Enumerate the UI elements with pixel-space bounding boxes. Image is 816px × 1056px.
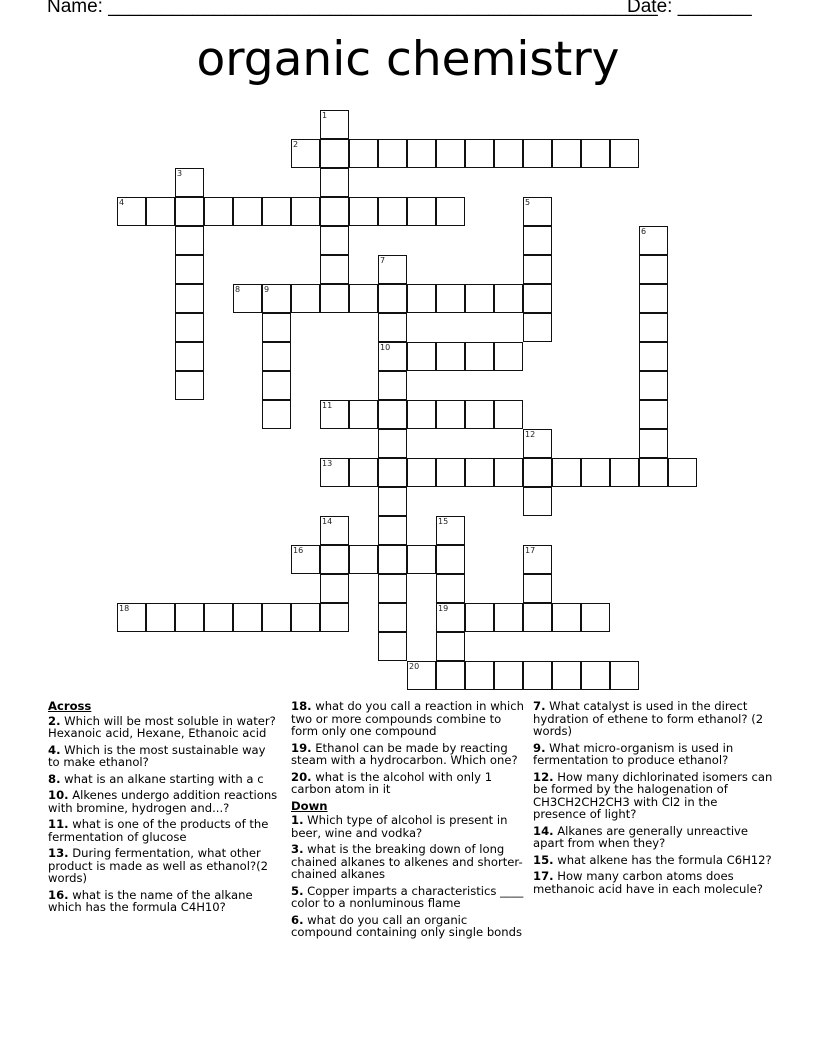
- clue-down-1: 1. Which type of alcohol is present in beer, wine and vodka?: [291, 813, 508, 840]
- grid-cell[interactable]: [407, 545, 436, 574]
- grid-cell[interactable]: [436, 661, 465, 690]
- grid-cell[interactable]: [320, 139, 349, 168]
- grid-cell[interactable]: [523, 197, 552, 226]
- grid-cell[interactable]: [465, 284, 494, 313]
- grid-cell[interactable]: [175, 226, 204, 255]
- clue-number: 20: [409, 662, 420, 671]
- grid-cell[interactable]: [552, 458, 581, 487]
- grid-cell[interactable]: [465, 139, 494, 168]
- grid-cell[interactable]: [204, 197, 233, 226]
- grid-cell[interactable]: [175, 284, 204, 313]
- grid-cell[interactable]: [320, 110, 349, 139]
- clue-number: 8: [235, 285, 241, 294]
- grid-cell[interactable]: [668, 458, 697, 487]
- grid-cell[interactable]: [320, 603, 349, 632]
- down-heading: Down: [291, 798, 328, 813]
- grid-cell[interactable]: [465, 458, 494, 487]
- grid-cell[interactable]: [523, 545, 552, 574]
- grid-cell[interactable]: [320, 516, 349, 545]
- grid-cell[interactable]: [117, 603, 146, 632]
- grid-cell[interactable]: [436, 139, 465, 168]
- clue-number: 6: [641, 227, 647, 236]
- grid-cell[interactable]: [320, 284, 349, 313]
- grid-cell[interactable]: [465, 400, 494, 429]
- grid-cell[interactable]: [378, 342, 407, 371]
- grid-cell[interactable]: [117, 197, 146, 226]
- grid-cell[interactable]: [291, 139, 320, 168]
- grid-cell[interactable]: [523, 661, 552, 690]
- clue-number: 13: [322, 459, 333, 468]
- clue-across-13: 13. During fermentation, what other product is made as well as ethanol?(2 words): [48, 846, 269, 885]
- grid-cell[interactable]: [291, 284, 320, 313]
- grid-cell[interactable]: [407, 284, 436, 313]
- grid-cell[interactable]: [465, 603, 494, 632]
- grid-cell[interactable]: [523, 255, 552, 284]
- grid-cell[interactable]: [146, 603, 175, 632]
- grid-cell[interactable]: [378, 371, 407, 400]
- grid-cell[interactable]: [523, 429, 552, 458]
- clue-number: 4: [119, 198, 125, 207]
- grid-cell[interactable]: [523, 458, 552, 487]
- grid-cell[interactable]: [407, 197, 436, 226]
- grid-cell[interactable]: [291, 545, 320, 574]
- grid-cell[interactable]: [233, 603, 262, 632]
- grid-cell[interactable]: [349, 400, 378, 429]
- grid-cell[interactable]: [233, 284, 262, 313]
- clue-across-18: 18. what do you call a reaction in which two or more compounds combine to form only one compound: [291, 699, 524, 738]
- clue-down-5: 5. Copper imparts a characteristics ____ color to a nonluminous flame: [291, 883, 524, 910]
- grid-cell[interactable]: [552, 139, 581, 168]
- grid-cell[interactable]: [639, 226, 668, 255]
- grid-cell[interactable]: [175, 313, 204, 342]
- clue-down-17: 17. How many carbon atoms does methanoic acid have in each molecule?: [533, 869, 763, 896]
- grid-cell[interactable]: [436, 284, 465, 313]
- grid-cell[interactable]: [262, 313, 291, 342]
- grid-cell[interactable]: [523, 284, 552, 313]
- grid-cell[interactable]: [320, 168, 349, 197]
- grid-cell[interactable]: [436, 400, 465, 429]
- grid-cell[interactable]: [175, 255, 204, 284]
- grid-cell[interactable]: [436, 632, 465, 661]
- clue-number: 19: [438, 604, 449, 613]
- grid-cell[interactable]: [610, 458, 639, 487]
- grid-cell[interactable]: [291, 197, 320, 226]
- grid-cell[interactable]: [639, 255, 668, 284]
- grid-cell[interactable]: [610, 661, 639, 690]
- clue-number: 18: [119, 604, 130, 613]
- grid-cell[interactable]: [320, 400, 349, 429]
- grid-cell[interactable]: [378, 545, 407, 574]
- grid-cell[interactable]: [581, 458, 610, 487]
- grid-cell[interactable]: [320, 255, 349, 284]
- grid-cell[interactable]: [262, 371, 291, 400]
- clue-down-12: 12. How many dichlorinated isomers can be formed by the halogenation of CH3CH2CH2CH3 with Cl2 in the presence of light?: [533, 769, 773, 821]
- grid-cell[interactable]: [146, 197, 175, 226]
- clue-number: 7: [380, 256, 386, 265]
- across-heading: Across: [48, 699, 92, 713]
- grid-cell[interactable]: [407, 458, 436, 487]
- grid-cell[interactable]: [233, 197, 262, 226]
- clue-across-4: 4. Which is the most sustainable way to make ethanol?: [48, 742, 266, 769]
- grid-cell[interactable]: [494, 458, 523, 487]
- page-title: organic chemistry: [196, 32, 620, 87]
- clue-across-10: 10. Alkenes undergo addition reactions with bromine, hydrogen and...?: [48, 788, 278, 815]
- grid-cell[interactable]: [523, 487, 552, 516]
- grid-cell[interactable]: [436, 197, 465, 226]
- grid-cell[interactable]: [407, 400, 436, 429]
- clues-column-3: [533, 700, 773, 899]
- clues-column-2: [291, 700, 527, 943]
- grid-cell[interactable]: [523, 574, 552, 603]
- clue-across-11: 11. what is one of the products of the fermentation of glucose: [48, 817, 269, 844]
- grid-cell[interactable]: [378, 197, 407, 226]
- grid-cell[interactable]: [552, 603, 581, 632]
- grid-cell[interactable]: [552, 661, 581, 690]
- grid-cell[interactable]: [320, 226, 349, 255]
- grid-cell[interactable]: [436, 342, 465, 371]
- grid-cell[interactable]: [523, 139, 552, 168]
- clue-number: 5: [525, 198, 531, 207]
- grid-cell[interactable]: [639, 342, 668, 371]
- grid-cell[interactable]: [465, 342, 494, 371]
- clue-down-15: 15. what alkene has the formula C6H12?: [533, 852, 772, 867]
- grid-cell[interactable]: [291, 603, 320, 632]
- grid-cell[interactable]: [175, 603, 204, 632]
- grid-cell[interactable]: [262, 342, 291, 371]
- clue-number: 10: [380, 343, 391, 352]
- grid-cell[interactable]: [639, 400, 668, 429]
- grid-cell[interactable]: [436, 458, 465, 487]
- grid-cell[interactable]: [436, 516, 465, 545]
- grid-cell[interactable]: [436, 574, 465, 603]
- clue-number: 9: [264, 285, 270, 294]
- grid-cell[interactable]: [378, 458, 407, 487]
- clue-number: 3: [177, 169, 183, 178]
- grid-cell[interactable]: [494, 603, 523, 632]
- grid-cell[interactable]: [378, 139, 407, 168]
- grid-cell[interactable]: [494, 661, 523, 690]
- grid-cell[interactable]: [320, 197, 349, 226]
- clue-across-19: 19. Ethanol can be made by reacting steam with a hydrocarbon. Which one?: [291, 740, 518, 767]
- grid-cell[interactable]: [320, 545, 349, 574]
- grid-cell[interactable]: [581, 661, 610, 690]
- grid-cell[interactable]: [320, 458, 349, 487]
- clue-down-3: 3. what is the breaking down of long chained alkanes to alkenes and shorter-chained alkanes: [291, 842, 523, 881]
- clue-number: 1: [322, 111, 328, 120]
- grid-cell[interactable]: [175, 342, 204, 371]
- grid-cell[interactable]: [262, 603, 291, 632]
- clue-number: 17: [525, 546, 536, 555]
- grid-cell[interactable]: [262, 400, 291, 429]
- grid-cell[interactable]: [378, 603, 407, 632]
- clue-down-9: 9. What micro-organism is used in fermentation to produce ethanol?: [533, 740, 734, 767]
- grid-cell[interactable]: [204, 603, 233, 632]
- grid-cell[interactable]: [378, 284, 407, 313]
- grid-cell[interactable]: [407, 139, 436, 168]
- grid-cell[interactable]: [378, 313, 407, 342]
- clue-down-7: 7. What catalyst is used in the direct hydration of ethene to form ethanol? (2 words): [533, 699, 764, 738]
- grid-cell[interactable]: [349, 545, 378, 574]
- clue-number: 2: [293, 140, 299, 149]
- grid-cell[interactable]: [378, 487, 407, 516]
- grid-cell[interactable]: [523, 603, 552, 632]
- date-field[interactable]: Date: _______: [627, 0, 752, 17]
- grid-cell[interactable]: [378, 632, 407, 661]
- grid-cell[interactable]: [175, 168, 204, 197]
- grid-cell[interactable]: [175, 371, 204, 400]
- grid-cell[interactable]: [349, 197, 378, 226]
- grid-cell[interactable]: [262, 197, 291, 226]
- grid-cell[interactable]: [349, 284, 378, 313]
- clue-across-2: 2. Which will be most soluble in water? Hexanoic acid, Hexane, Ethanoic acid: [48, 713, 276, 740]
- grid-cell[interactable]: [436, 603, 465, 632]
- clue-number: 15: [438, 517, 449, 526]
- grid-cell[interactable]: [175, 197, 204, 226]
- grid-cell[interactable]: [407, 661, 436, 690]
- grid-cell[interactable]: [523, 313, 552, 342]
- grid-cell[interactable]: [639, 371, 668, 400]
- clue-down-6: 6. what do you call an organic compound containing only single bonds: [291, 912, 523, 939]
- grid-cell[interactable]: [639, 458, 668, 487]
- grid-cell[interactable]: [378, 429, 407, 458]
- grid-cell[interactable]: [349, 458, 378, 487]
- grid-cell[interactable]: [639, 313, 668, 342]
- grid-cell[interactable]: [494, 284, 523, 313]
- grid-cell[interactable]: [610, 139, 639, 168]
- grid-cell[interactable]: [494, 342, 523, 371]
- grid-cell[interactable]: [494, 139, 523, 168]
- grid-cell[interactable]: [378, 574, 407, 603]
- clue-number: 11: [322, 401, 333, 410]
- grid-cell[interactable]: [262, 284, 291, 313]
- clue-across-16: 16. what is the name of the alkane which has the formula C4H10?: [48, 887, 253, 914]
- grid-cell[interactable]: [494, 400, 523, 429]
- clues-column-1: [48, 700, 280, 918]
- grid-cell[interactable]: [581, 603, 610, 632]
- grid-cell[interactable]: [639, 284, 668, 313]
- grid-cell[interactable]: [523, 226, 552, 255]
- grid-cell[interactable]: [407, 342, 436, 371]
- grid-cell[interactable]: [465, 661, 494, 690]
- grid-cell[interactable]: [378, 400, 407, 429]
- grid-cell[interactable]: [378, 255, 407, 284]
- clue-down-14: 14. Alkanes are generally unreactive apart from when they?: [533, 823, 749, 850]
- grid-cell[interactable]: [378, 516, 407, 545]
- clue-across-8: 8. what is an alkane starting with a c: [48, 771, 264, 786]
- grid-cell[interactable]: [436, 545, 465, 574]
- clue-across-20: 20. what is the alcohol with only 1 carbon atom in it: [291, 769, 493, 796]
- clue-number: 12: [525, 430, 536, 439]
- clue-number: 16: [293, 546, 304, 555]
- name-field[interactable]: Name: ____________________________________________________: [47, 0, 658, 17]
- clue-number: 14: [322, 517, 333, 526]
- grid-cell[interactable]: [581, 139, 610, 168]
- grid-cell[interactable]: [320, 574, 349, 603]
- grid-cell[interactable]: [349, 139, 378, 168]
- grid-cell[interactable]: [639, 429, 668, 458]
